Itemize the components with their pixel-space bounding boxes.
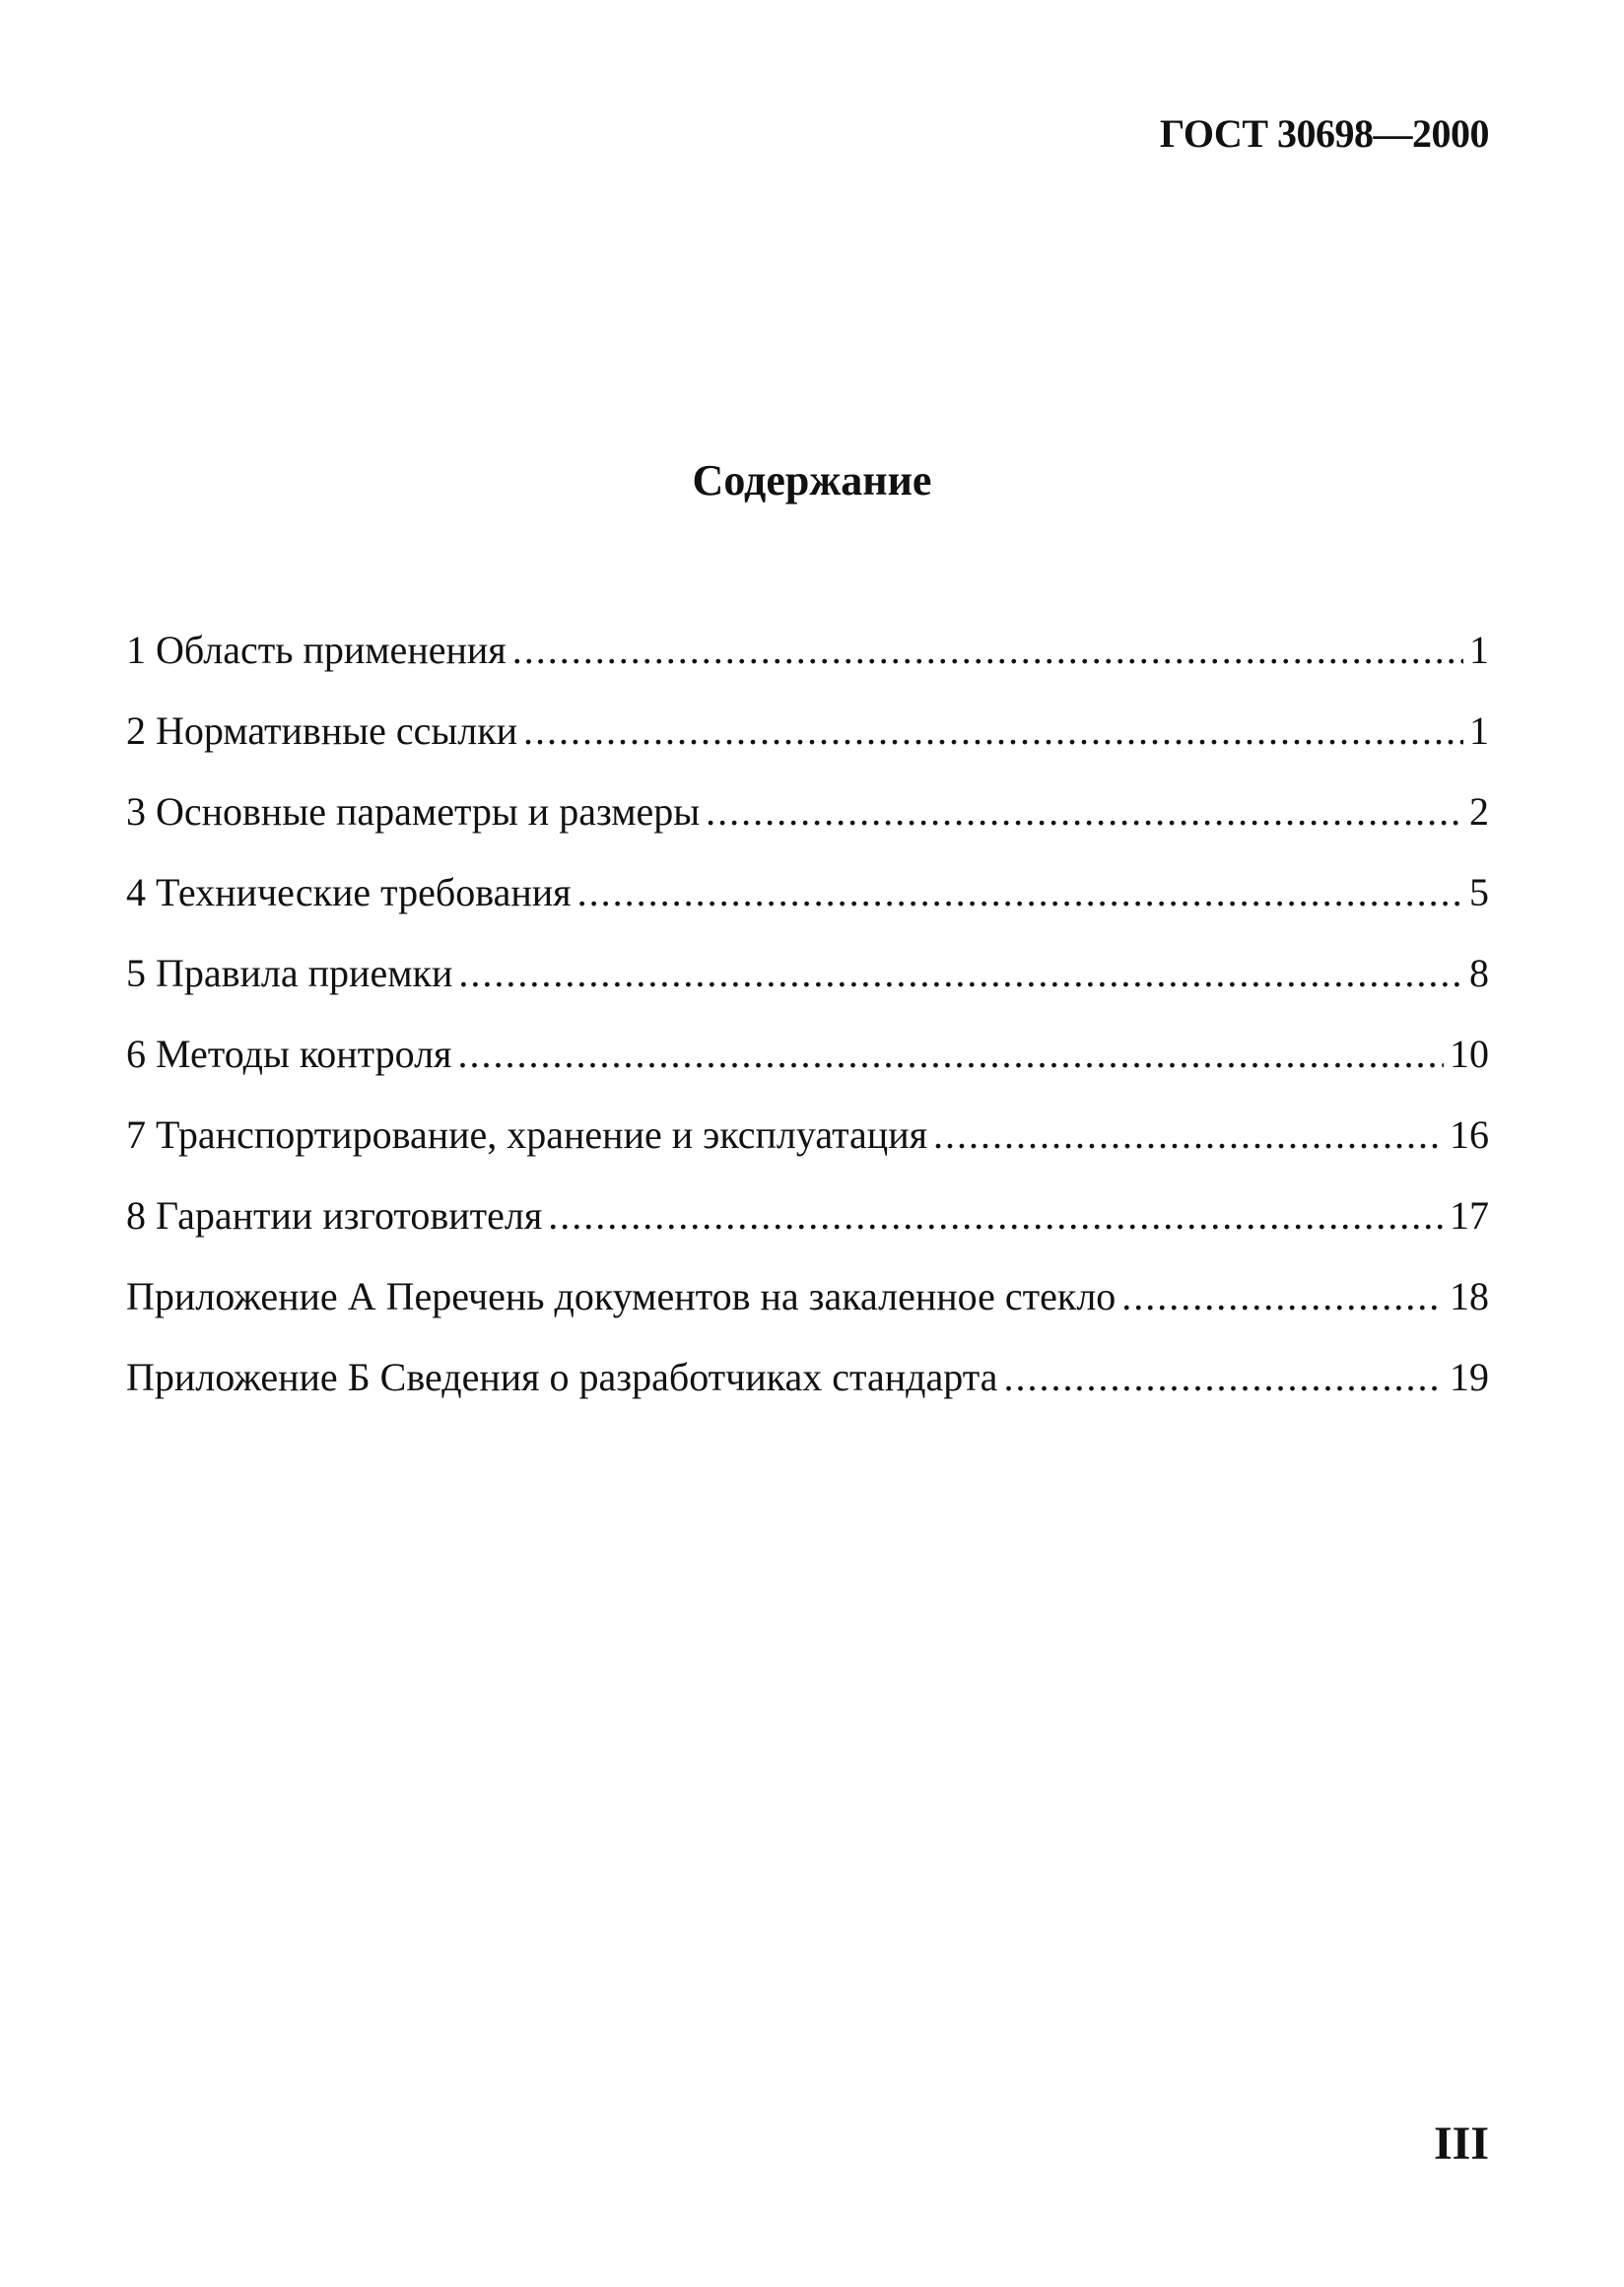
toc-entry-label: 5 Правила приемки [126, 951, 453, 995]
toc-entry-page: 5 [1469, 870, 1489, 914]
toc-entry-appendix-b [126, 1350, 1489, 1431]
toc-entry-5 [126, 946, 1489, 1027]
page-number: III [1433, 2118, 1489, 2170]
toc-entry-3 [126, 784, 1489, 865]
toc-entry-page: 10 [1450, 1032, 1489, 1076]
toc-dot-leader [1121, 1269, 1444, 1324]
toc-entry-1 [126, 623, 1489, 704]
toc-entry-label: 1 Область применения [126, 628, 507, 672]
toc-entry-appendix-a [126, 1269, 1489, 1350]
toc-entry-label: 2 Нормативные ссылки [126, 708, 518, 753]
toc-entry-page: 1 [1469, 708, 1489, 753]
toc-entry-8 [126, 1188, 1489, 1269]
toc-entry-7 [126, 1108, 1489, 1188]
toc-dot-leader [706, 784, 1463, 840]
toc-dot-leader [512, 623, 1463, 678]
toc-entry-2 [126, 704, 1489, 784]
toc-dot-leader [523, 704, 1463, 759]
document-code-header: ГОСТ 30698—2000 [1159, 111, 1489, 156]
toc-entry-page: 17 [1450, 1193, 1489, 1238]
toc-entry-label: 3 Основные параметры и размеры [126, 789, 701, 834]
toc-entry-page: 16 [1450, 1112, 1489, 1157]
toc-entry-page: 1 [1469, 628, 1489, 672]
toc-entry-6 [126, 1027, 1489, 1108]
table-of-contents [126, 623, 1489, 1431]
toc-entry-page: 19 [1450, 1355, 1489, 1399]
contents-title: Содержание [692, 456, 932, 504]
toc-entry-page: 8 [1469, 951, 1489, 995]
toc-entry-label: Приложение А Перечень документов на закаленное стекло [126, 1274, 1116, 1318]
toc-entry-label: Приложение Б Сведения о разработчиках стандарта [126, 1355, 998, 1399]
toc-dot-leader [457, 1027, 1444, 1082]
toc-dot-leader [458, 946, 1463, 1001]
toc-entry-page: 2 [1469, 789, 1489, 834]
toc-dot-leader [577, 865, 1463, 920]
toc-entry-label: 8 Гарантии изготовителя [126, 1193, 543, 1238]
toc-dot-leader [1003, 1350, 1444, 1405]
toc-entry-label: 7 Транспортирование, хранение и эксплуатация [126, 1112, 928, 1157]
toc-entry-label: 4 Технические требования [126, 870, 572, 914]
toc-dot-leader [548, 1188, 1444, 1244]
toc-entry-4 [126, 865, 1489, 946]
toc-entry-label: 6 Методы контроля [126, 1032, 452, 1076]
toc-entry-page: 18 [1450, 1274, 1489, 1318]
toc-dot-leader [933, 1108, 1444, 1163]
